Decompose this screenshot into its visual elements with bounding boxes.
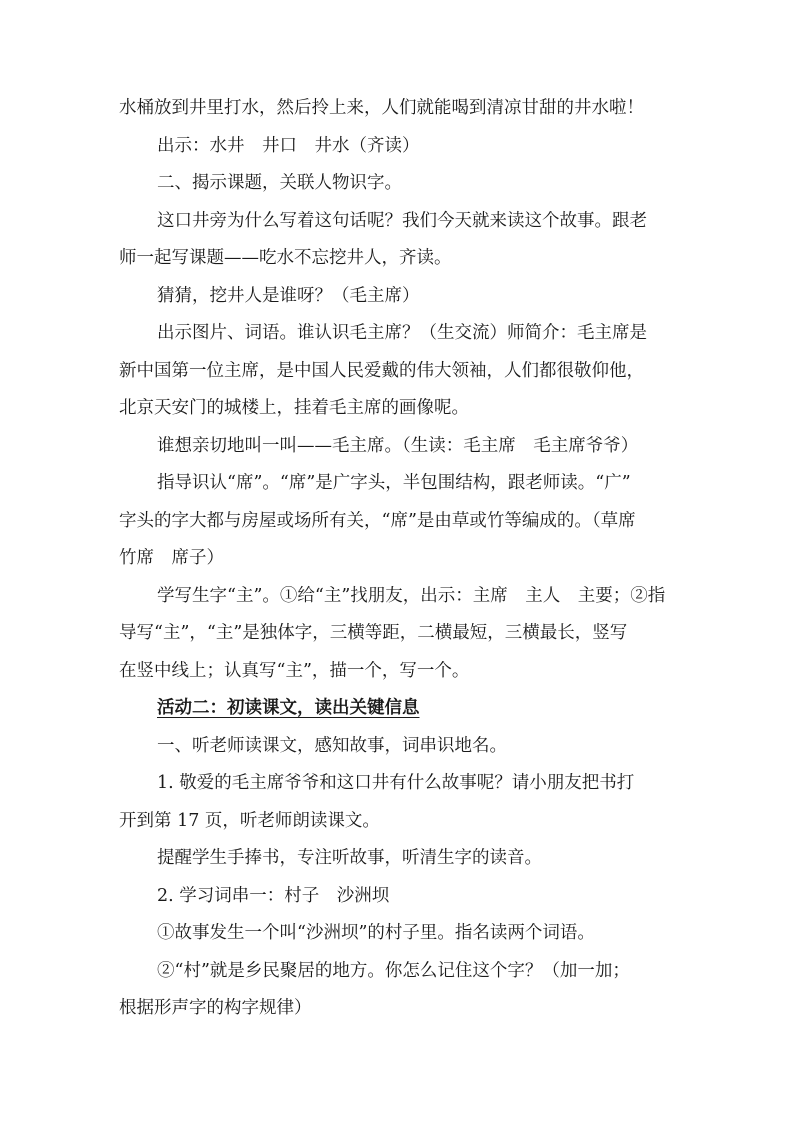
text-line-content: 新中国第一位主席，是中国人民爱戴的伟大领袖，人们都很敬仰他，	[119, 360, 644, 381]
text-line	[119, 540, 701, 578]
text-line	[119, 653, 701, 691]
text-line-content: 二、揭示课题，关联人物识字。	[157, 173, 402, 193]
text-line	[119, 765, 701, 803]
text-line	[119, 203, 701, 241]
text-line	[119, 840, 701, 878]
text-line	[119, 578, 701, 616]
text-line	[119, 353, 701, 391]
text-line-content: 谁想亲切地叫一叫——毛主席。（生读：毛主席 毛主席爷爷）	[157, 435, 639, 456]
text-line-content: ②“村”就是乡民聚居的地方。你怎么记住这个字？（加一加；	[157, 960, 630, 981]
text-line-content: 提醒学生手捧书，专注听故事，听清生字的读音。	[157, 848, 542, 868]
text-line-content: ①故事发生一个叫“沙洲坝”的村子里。指名读两个词语。	[157, 923, 595, 943]
text-line	[119, 953, 701, 991]
text-line-content: 北京天安门的城楼上，挂着毛主席的画像呢。	[119, 398, 469, 418]
text-line-content: 根据形声字的构字规律）	[119, 998, 312, 1018]
text-line	[119, 428, 701, 466]
text-line	[119, 728, 701, 766]
text-line-content: 在竖中线上；认真写“主”，描一个，写一个。	[119, 660, 470, 681]
document-body	[119, 90, 701, 1028]
text-line	[119, 915, 701, 953]
text-line	[119, 803, 701, 841]
text-line-content: 出示图片、词语。谁认识毛主席？（生交流）师简介：毛主席是	[157, 323, 647, 343]
text-line-content: 这口井旁为什么写着这句话呢？我们今天就来读这个故事。跟老	[157, 210, 647, 231]
text-line-content: 1. 敬爱的毛主席爷爷和这口井有什么故事呢？请小朋友把书打	[157, 773, 635, 793]
text-line-content: 开到第 17 页，听老师朗读课文。	[119, 810, 380, 831]
text-line	[119, 390, 701, 428]
text-line	[119, 315, 701, 353]
text-line-content: 猜猜，挖井人是谁呀？（毛主席）	[157, 285, 420, 306]
text-line-content: 学写生字“主”。①给“主”找朋友，出示：主席 主人 主要；②指	[157, 585, 666, 606]
text-line-content: 师一起写课题——吃水不忘挖井人，齐读。	[119, 248, 452, 268]
text-line	[119, 240, 701, 278]
text-line	[119, 990, 701, 1028]
text-line	[119, 615, 701, 653]
text-line-content: 出示：水井 井口 井水（齐读）	[157, 135, 420, 156]
text-line	[119, 465, 701, 503]
text-line	[119, 128, 701, 166]
section-heading-text: 活动二：初读课文，读出关键信息	[157, 698, 420, 718]
text-line-content: 字头的字大都与房屋或场所有关，“席”是由草或竹等编成的。（草席	[119, 510, 636, 531]
text-line	[119, 90, 701, 128]
text-line-content: 2. 学习词串一：村子 沙洲坝	[157, 885, 390, 906]
text-line	[119, 165, 701, 203]
text-line	[119, 278, 701, 316]
text-line-content: 一、听老师读课文，感知故事，词串识地名。	[157, 735, 507, 756]
text-line	[119, 878, 701, 916]
section-heading	[119, 690, 701, 728]
text-line	[119, 503, 701, 541]
text-line-content: 导写“主”，“主”是独体字，三横等距，二横最短，三横最长，竖写	[119, 623, 628, 643]
text-line-content: 竹席 席子）	[119, 548, 224, 568]
text-line-content: 水桶放到井里打水，然后拎上来，人们就能喝到清凉甘甜的井水啦！	[119, 98, 644, 118]
text-line-content: 指导识认“席”。“席”是广字头，半包围结构，跟老师读。“广”	[157, 473, 631, 493]
